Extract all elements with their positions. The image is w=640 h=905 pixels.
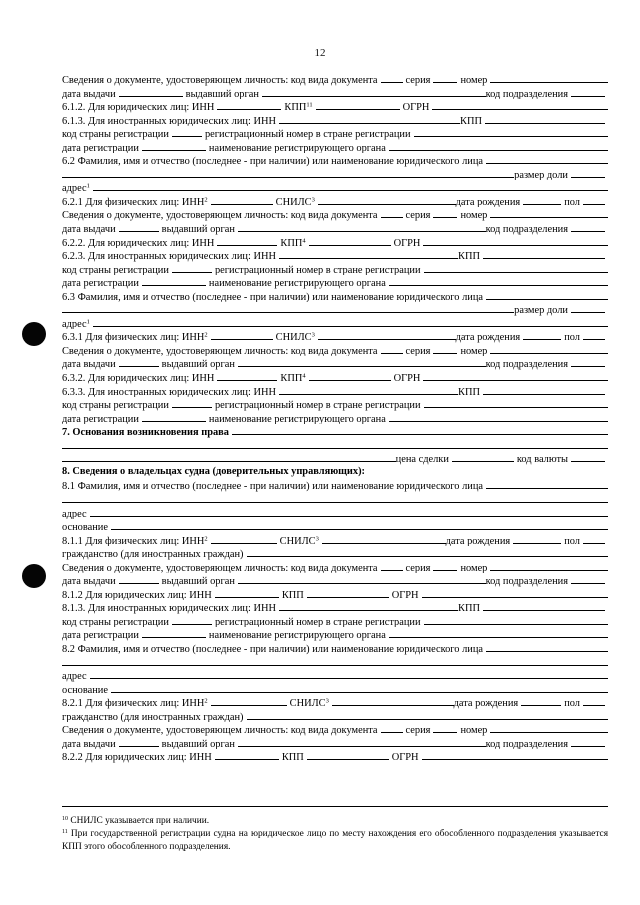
- form-line: [62, 140, 608, 154]
- form-line: [62, 411, 608, 425]
- form-line: [62, 655, 608, 669]
- field-label: код валюты: [516, 454, 568, 465]
- field-label: 8. Сведения о владельцах судна (доверительных управляющих):: [62, 465, 366, 477]
- footnote-ref: 3: [311, 331, 315, 339]
- fill-in-blank[interactable]: [247, 546, 608, 557]
- field-label: 8.1.1 Для физических лиц: ИНН$^2$: [62, 535, 208, 547]
- field-label: дата рождения: [453, 698, 519, 709]
- field-label: КПП: [460, 115, 482, 127]
- form-line: [62, 668, 608, 682]
- field-label: выдавший орган: [185, 88, 259, 100]
- fill-in-blank[interactable]: [62, 438, 608, 449]
- fill-in-blank[interactable]: [142, 140, 206, 151]
- form-line: [62, 560, 608, 574]
- fill-in-blank[interactable]: [571, 573, 605, 584]
- fill-in-blank[interactable]: [238, 573, 486, 584]
- form-line: [62, 722, 608, 736]
- field-label: код подразделения: [485, 738, 568, 750]
- field-label: дата выдачи: [62, 738, 116, 750]
- fill-in-blank[interactable]: [142, 275, 206, 286]
- form-line: [62, 235, 608, 249]
- fill-in-blank[interactable]: [238, 736, 486, 747]
- form-line: [62, 99, 608, 113]
- field-label: 6.3.1 Для физических лиц: ИНН$^2$: [62, 331, 208, 343]
- fill-in-blank[interactable]: [571, 736, 605, 747]
- fill-in-blank[interactable]: [414, 126, 608, 137]
- fill-in-blank[interactable]: [513, 533, 561, 544]
- field-label: 6.3 Фамилия, имя и отчество (последнее - при наличии) или наименование юридического лица: [62, 291, 484, 303]
- field-label: 6.3.3. Для иностранных юридических лиц: ИНН: [62, 386, 276, 398]
- field-label: дата выдачи: [62, 88, 116, 100]
- form-line: [62, 113, 608, 127]
- fill-in-blank[interactable]: [485, 113, 605, 124]
- fill-in-blank[interactable]: [119, 221, 159, 232]
- field-label: основание: [62, 522, 108, 533]
- field-label: код страны регистрации: [62, 129, 169, 140]
- field-label: пол: [564, 196, 580, 208]
- form-line: [62, 492, 608, 506]
- fill-in-blank[interactable]: [215, 587, 279, 598]
- fill-in-blank[interactable]: [322, 533, 446, 544]
- form-line: [62, 478, 608, 492]
- form-line: [62, 180, 608, 194]
- field-label: адрес$^1$: [62, 182, 90, 194]
- footnote-ref: 1: [86, 182, 90, 190]
- form-line: [62, 302, 608, 316]
- fill-in-blank[interactable]: [523, 329, 561, 340]
- fill-in-blank[interactable]: [93, 180, 608, 191]
- form-line: [62, 682, 608, 696]
- fill-in-blank[interactable]: [332, 695, 454, 706]
- fill-in-blank[interactable]: [381, 343, 403, 354]
- form-line: [62, 356, 608, 370]
- field-label: КПП$^4$: [280, 237, 306, 249]
- field-label: код подразделения: [485, 88, 568, 100]
- field-label: 6.1.2. Для юридических лиц: ИНН: [62, 102, 215, 113]
- form-line: [62, 153, 608, 167]
- fill-in-blank[interactable]: [571, 451, 605, 462]
- fill-in-blank[interactable]: [521, 695, 561, 706]
- field-label: 8.1.3. Для иностранных юридических лиц: ИНН: [62, 603, 276, 614]
- fill-in-blank[interactable]: [307, 749, 389, 760]
- form-line: [62, 397, 608, 411]
- fill-in-blank[interactable]: [486, 641, 608, 652]
- form-line: [62, 736, 608, 750]
- field-label: дата регистрации: [62, 413, 139, 425]
- field-label: дата выдачи: [62, 359, 116, 371]
- fill-in-blank[interactable]: [433, 207, 457, 218]
- fill-in-blank[interactable]: [583, 533, 605, 544]
- fill-in-blank[interactable]: [119, 356, 159, 367]
- fill-in-blank[interactable]: [422, 587, 608, 598]
- form-line: [62, 424, 608, 438]
- form-line: [62, 533, 608, 547]
- field-label: адрес: [62, 671, 87, 682]
- field-label: гражданство (для иностранных граждан): [62, 549, 244, 560]
- field-label: пол: [564, 332, 580, 343]
- fill-in-blank[interactable]: [90, 668, 608, 679]
- footnote-ref: 11: [306, 101, 313, 109]
- field-label: номер: [460, 75, 488, 86]
- field-label: гражданство (для иностранных граждан): [62, 711, 244, 723]
- field-label: 8.2.2 Для юридических лиц: ИНН: [62, 752, 212, 763]
- form-line: [62, 587, 608, 601]
- field-label: Сведения о документе, удостоверяющем личность: код вида документа: [62, 345, 378, 357]
- fill-in-blank[interactable]: [432, 99, 608, 110]
- field-label: код подразделения: [485, 359, 568, 371]
- fill-in-blank[interactable]: [433, 560, 457, 571]
- fill-in-blank[interactable]: [483, 600, 605, 611]
- fill-in-blank[interactable]: [433, 722, 457, 733]
- fill-in-blank[interactable]: [247, 709, 608, 720]
- field-label: наименование регистрирующего органа: [208, 142, 386, 154]
- form-line: [62, 695, 608, 709]
- fill-in-blank[interactable]: [422, 749, 608, 760]
- footnote-ref: 3: [311, 196, 315, 204]
- form-line: [62, 248, 608, 262]
- footnote-ref: 4: [302, 237, 306, 245]
- field-label: номер: [460, 210, 488, 222]
- form-line: [62, 194, 608, 208]
- footnote-ref: 2: [204, 535, 208, 543]
- fill-in-blank[interactable]: [318, 329, 456, 340]
- footnote: [62, 815, 608, 828]
- fill-in-blank[interactable]: [423, 235, 608, 246]
- footnote-mark: 11: [62, 829, 68, 835]
- field-label: СНИЛС$^3$: [275, 331, 315, 343]
- fill-in-blank[interactable]: [211, 194, 273, 205]
- field-label: ОГРН: [402, 102, 430, 113]
- field-label: дата выдачи: [62, 224, 116, 235]
- punch-hole-lower: [22, 564, 46, 588]
- field-label: регистрационный номер в стране регистрации: [214, 264, 421, 276]
- form-line: [62, 546, 608, 560]
- footnote-ref: 2: [204, 331, 208, 339]
- fill-in-blank[interactable]: [571, 302, 605, 313]
- fill-in-blank[interactable]: [452, 451, 514, 462]
- fill-in-blank[interactable]: [119, 86, 183, 97]
- fill-in-blank[interactable]: [483, 384, 605, 395]
- fill-in-blank[interactable]: [571, 356, 605, 367]
- form-line: [62, 451, 608, 465]
- field-label: выдавший орган: [161, 576, 235, 587]
- field-label: регистрационный номер в стране регистрации: [214, 616, 421, 628]
- form-line: [62, 600, 608, 614]
- footnote-text: СНИЛС указывается при наличии.: [70, 816, 210, 826]
- footnote-ref: 2: [204, 196, 208, 204]
- field-label: Сведения о документе, удостоверяющем личность: код вида документа: [62, 210, 378, 222]
- fill-in-blank[interactable]: [142, 411, 206, 422]
- fill-in-blank[interactable]: [583, 194, 605, 205]
- field-label: 7. Основания возникновения права: [62, 427, 229, 438]
- fill-in-blank[interactable]: [93, 316, 608, 327]
- field-label: серия: [405, 345, 431, 357]
- fill-in-blank[interactable]: [111, 682, 608, 693]
- field-label: дата рождения: [455, 196, 521, 208]
- fill-in-blank[interactable]: [389, 275, 608, 286]
- fill-in-blank[interactable]: [142, 627, 206, 638]
- field-label: Сведения о документе, удостоверяющем личность: код вида документа: [62, 725, 378, 736]
- field-label: 6.2.1 Для физических лиц: ИНН$^2$: [62, 196, 208, 208]
- field-label: Сведения о документе, удостоверяющем личность: код вида документа: [62, 75, 378, 86]
- form-line: [62, 749, 608, 763]
- field-label: СНИЛС$^3$: [275, 196, 315, 208]
- field-label: выдавший орган: [161, 738, 235, 750]
- registration-form: [62, 72, 608, 763]
- fill-in-blank[interactable]: [62, 451, 396, 462]
- form-line: [62, 316, 608, 330]
- field-label: наименование регистрирующего органа: [208, 630, 386, 641]
- fill-in-blank[interactable]: [490, 560, 608, 571]
- form-line: [62, 506, 608, 520]
- field-label: 8.1.2 Для юридических лиц: ИНН: [62, 589, 212, 601]
- fill-in-blank[interactable]: [433, 343, 457, 354]
- form-line: [62, 289, 608, 303]
- fill-in-blank[interactable]: [279, 113, 460, 124]
- field-label: наименование регистрирующего органа: [208, 278, 386, 289]
- form-line: [62, 126, 608, 140]
- field-label: 6.1.3. Для иностранных юридических лиц: ИНН: [62, 115, 276, 127]
- field-label: дата рождения: [455, 332, 521, 343]
- form-line: [62, 262, 608, 276]
- fill-in-blank[interactable]: [172, 126, 202, 137]
- fill-in-blank[interactable]: [62, 302, 514, 313]
- field-label: дата регистрации: [62, 142, 139, 154]
- fill-in-blank[interactable]: [215, 749, 279, 760]
- footnote-ref: 4: [302, 372, 306, 380]
- field-label: КПП: [458, 386, 480, 398]
- fill-in-blank[interactable]: [172, 262, 212, 273]
- form-line: [62, 573, 608, 587]
- field-label: серия: [405, 75, 431, 86]
- field-label: 8.1 Фамилия, имя и отчество (последнее - при наличии) или наименование юридического лица: [62, 481, 484, 492]
- fill-in-blank[interactable]: [211, 329, 273, 340]
- fill-in-blank[interactable]: [423, 370, 608, 381]
- fill-in-blank[interactable]: [486, 289, 608, 300]
- footnote-ref: 3: [315, 535, 319, 543]
- field-label: СНИЛС$^3$: [289, 697, 329, 709]
- field-label: 8.2 Фамилия, имя и отчество (последнее - при наличии) или наименование юридического лица: [62, 643, 484, 655]
- fill-in-blank[interactable]: [119, 736, 159, 747]
- fill-in-blank[interactable]: [211, 533, 277, 544]
- fill-in-blank[interactable]: [90, 506, 608, 517]
- footnotes: [62, 815, 608, 854]
- field-label: КПП: [458, 251, 480, 262]
- field-label: ОГРН: [391, 752, 419, 763]
- fill-in-blank[interactable]: [381, 722, 403, 733]
- fill-in-blank[interactable]: [490, 722, 608, 733]
- fill-in-blank[interactable]: [490, 207, 608, 218]
- field-label: цена сделки: [395, 454, 449, 465]
- fill-in-blank[interactable]: [309, 235, 391, 246]
- fill-in-blank[interactable]: [217, 370, 277, 381]
- fill-in-blank[interactable]: [583, 695, 605, 706]
- field-label: номер: [460, 562, 488, 574]
- field-label: 6.2.2. Для юридических лиц: ИНН: [62, 237, 215, 249]
- fill-in-blank[interactable]: [111, 519, 608, 530]
- fill-in-blank[interactable]: [490, 343, 608, 354]
- form-line: [62, 614, 608, 628]
- fill-in-blank[interactable]: [172, 614, 212, 625]
- form-line: [62, 343, 608, 357]
- form-line: [62, 221, 608, 235]
- field-label: размер доли: [514, 305, 568, 316]
- field-label: КПП$^4$: [280, 372, 306, 384]
- field-label: выдавший орган: [161, 224, 235, 235]
- field-label: размер доли: [514, 169, 568, 181]
- footnote-text: При государственной регистрации судна на юридическое лицо по месту нахождения его обособленного подразделения указывается КПП этого обособленного подразделения.: [62, 829, 609, 852]
- field-label: ОГРН: [393, 237, 421, 249]
- fill-in-blank[interactable]: [119, 573, 159, 584]
- fill-in-blank[interactable]: [279, 384, 458, 395]
- field-label: код подразделения: [485, 224, 568, 235]
- fill-in-blank[interactable]: [232, 424, 608, 435]
- page-number: 12: [314, 47, 326, 59]
- form-line: [62, 370, 608, 384]
- form-line: [62, 167, 608, 181]
- form-line: [62, 641, 608, 655]
- fill-in-blank[interactable]: [279, 248, 458, 259]
- fill-in-blank[interactable]: [279, 600, 458, 611]
- fill-in-blank[interactable]: [483, 248, 605, 259]
- fill-in-blank[interactable]: [381, 207, 403, 218]
- footnote-mark: 10: [62, 816, 68, 822]
- fill-in-blank[interactable]: [62, 655, 608, 666]
- field-label: номер: [460, 345, 488, 357]
- fill-in-blank[interactable]: [309, 370, 391, 381]
- footnote-ref: 2: [204, 697, 208, 705]
- field-label: адрес: [62, 508, 87, 520]
- form-line: [62, 627, 608, 641]
- fill-in-blank[interactable]: [490, 72, 608, 83]
- fill-in-blank[interactable]: [217, 235, 277, 246]
- field-label: КПП$^{11}$: [284, 101, 313, 113]
- fill-in-blank[interactable]: [307, 587, 389, 598]
- fill-in-blank[interactable]: [571, 167, 605, 178]
- fill-in-blank[interactable]: [424, 262, 608, 273]
- fill-in-blank[interactable]: [389, 411, 608, 422]
- fill-in-blank[interactable]: [424, 614, 608, 625]
- field-label: дата регистрации: [62, 630, 139, 641]
- fill-in-blank[interactable]: [571, 221, 605, 232]
- field-label: наименование регистрирующего органа: [208, 413, 386, 425]
- fill-in-blank[interactable]: [262, 86, 486, 97]
- field-label: серия: [405, 210, 431, 222]
- fill-in-blank[interactable]: [433, 72, 457, 83]
- field-label: регистрационный номер в стране регистрации: [204, 129, 411, 140]
- field-label: ОГРН: [393, 373, 421, 384]
- fill-in-blank[interactable]: [389, 140, 608, 151]
- form-line: [62, 207, 608, 221]
- field-label: адрес$^1$: [62, 318, 90, 330]
- field-label: пол: [564, 535, 580, 547]
- fill-in-blank[interactable]: [381, 72, 403, 83]
- fill-in-blank[interactable]: [238, 356, 486, 367]
- field-label: КПП: [281, 589, 304, 601]
- form-line: [62, 438, 608, 452]
- field-label: дата регистрации: [62, 278, 139, 289]
- field-label: СНИЛС$^3$: [279, 535, 319, 547]
- field-label: основание: [62, 684, 108, 696]
- field-label: КПП: [458, 603, 480, 614]
- field-label: Сведения о документе, удостоверяющем личность: код вида документа: [62, 562, 378, 574]
- form-line: [62, 329, 608, 343]
- footnote-separator: [62, 806, 608, 807]
- field-label: код страны регистрации: [62, 264, 169, 276]
- fill-in-blank[interactable]: [217, 99, 281, 110]
- fill-in-blank[interactable]: [381, 560, 403, 571]
- field-label: выдавший орган: [161, 359, 235, 371]
- form-line: [62, 384, 608, 398]
- field-label: 6.2 Фамилия, имя и отчество (последнее - при наличии) или наименование юридического лица: [62, 156, 484, 167]
- footnote: [62, 828, 608, 854]
- field-label: 8.2.1 Для физических лиц: ИНН$^2$: [62, 697, 208, 709]
- footnote-ref: 3: [325, 697, 329, 705]
- fill-in-blank[interactable]: [486, 153, 608, 164]
- field-label: ОГРН: [391, 589, 419, 601]
- fill-in-blank[interactable]: [238, 221, 486, 232]
- punch-hole-upper: [22, 322, 46, 346]
- field-label: 6.3.2. Для юридических лиц: ИНН: [62, 373, 215, 384]
- fill-in-blank[interactable]: [486, 478, 608, 489]
- field-label: регистрационный номер в стране регистрации: [214, 400, 421, 411]
- fill-in-blank[interactable]: [211, 695, 287, 706]
- field-label: серия: [405, 562, 431, 574]
- field-label: серия: [405, 725, 431, 736]
- fill-in-blank[interactable]: [583, 329, 605, 340]
- fill-in-blank[interactable]: [318, 194, 456, 205]
- fill-in-blank[interactable]: [571, 86, 605, 97]
- form-line: [62, 86, 608, 100]
- field-label: КПП: [281, 752, 304, 763]
- field-label: пол: [564, 698, 580, 709]
- fill-in-blank[interactable]: [172, 397, 212, 408]
- field-label: код подразделения: [485, 576, 568, 587]
- form-line: [62, 72, 608, 86]
- fill-in-blank[interactable]: [62, 492, 608, 503]
- field-label: 6.2.3. Для иностранных юридических лиц: ИНН: [62, 251, 276, 262]
- fill-in-blank[interactable]: [316, 99, 400, 110]
- fill-in-blank[interactable]: [62, 167, 514, 178]
- fill-in-blank[interactable]: [523, 194, 561, 205]
- field-label: код страны регистрации: [62, 400, 169, 411]
- field-label: номер: [460, 725, 488, 736]
- fill-in-blank[interactable]: [389, 627, 608, 638]
- form-line: [62, 709, 608, 723]
- field-label: дата рождения: [445, 535, 511, 547]
- form-line: [62, 519, 608, 533]
- field-label: код страны регистрации: [62, 616, 169, 628]
- field-label: дата выдачи: [62, 576, 116, 587]
- form-line: [62, 275, 608, 289]
- form-line: [62, 465, 608, 479]
- footnote-ref: 1: [86, 318, 90, 326]
- fill-in-blank[interactable]: [424, 397, 608, 408]
